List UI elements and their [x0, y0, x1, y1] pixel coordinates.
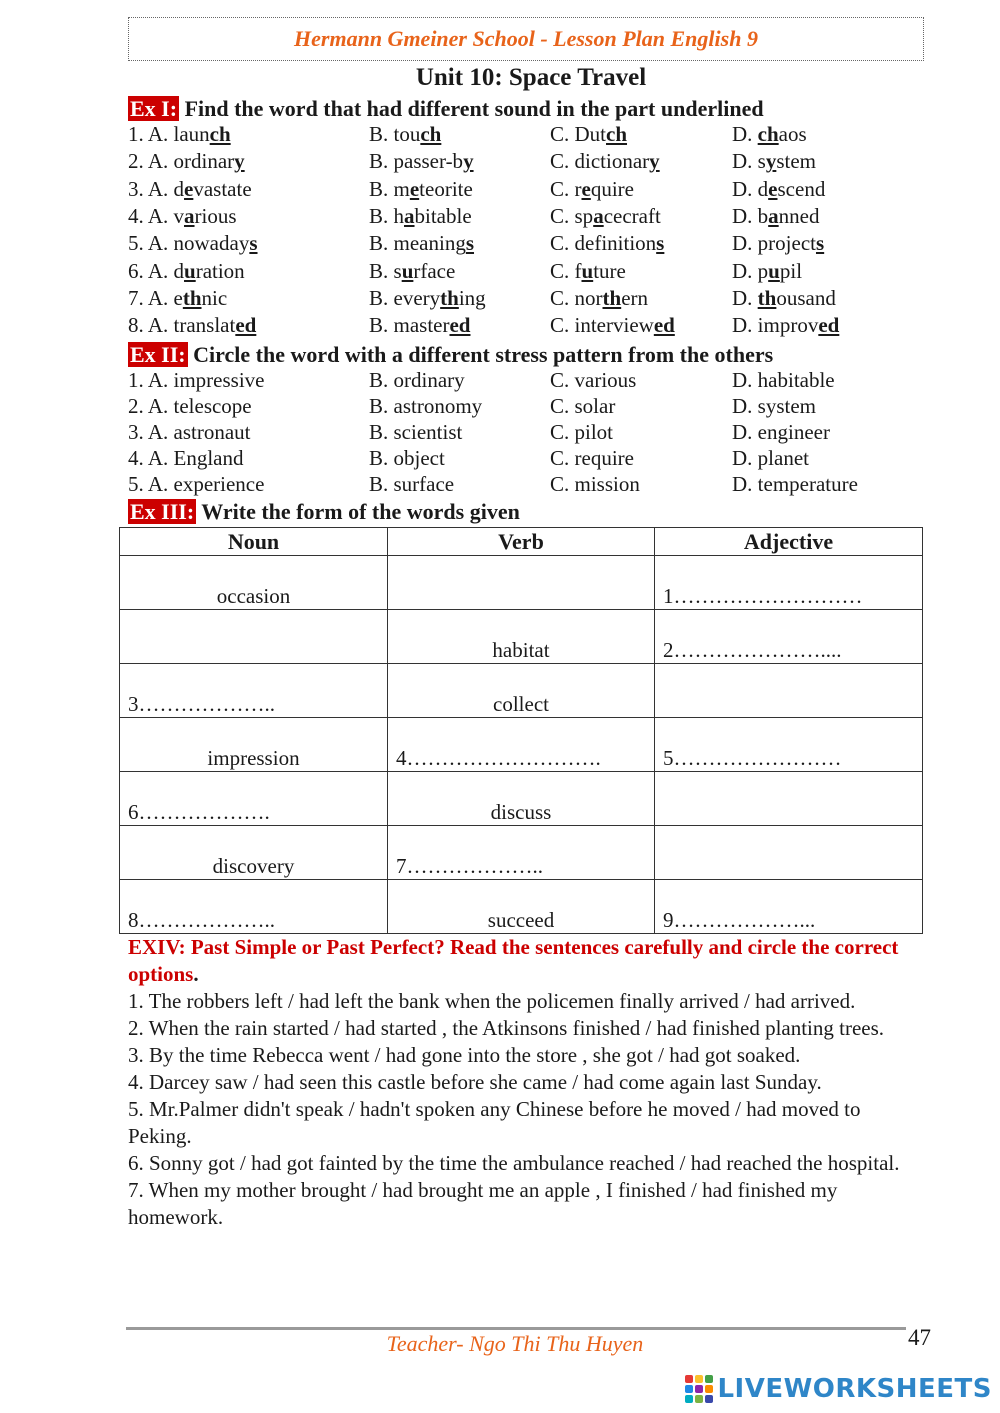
option-text: B. tou: [369, 122, 421, 146]
option-text: D. d: [732, 176, 769, 201]
option-text: C. nor: [550, 285, 603, 310]
ex1-option-c[interactable]: [550, 149, 660, 174]
option-text: C. dictionar: [550, 149, 650, 174]
answer-blank-adjective[interactable]: 5……………………: [655, 718, 923, 772]
page-number: 47: [908, 1325, 931, 1350]
ex1-instruction: Find the word that had different sound in the part underlined: [179, 96, 764, 121]
underlined-sound: th: [757, 285, 777, 310]
underlined-sound: s: [815, 231, 825, 256]
ex2-option-c[interactable]: C. solar: [550, 394, 616, 418]
given-word-noun: [120, 610, 388, 664]
option-text: rious: [194, 203, 237, 228]
ex1-option-a[interactable]: [128, 177, 252, 202]
ex2-option-d[interactable]: D. planet: [732, 446, 809, 470]
underlined-sound: th: [182, 285, 202, 310]
ex2-option-a[interactable]: 3. A. astronaut: [128, 420, 251, 444]
option-text: pil: [779, 258, 803, 283]
ex1-option-b[interactable]: [369, 286, 486, 311]
given-word-verb: discuss: [388, 772, 655, 826]
underlined-sound: u: [184, 258, 196, 283]
underlined-sound: ed: [235, 313, 257, 338]
ex1-option-d[interactable]: [732, 259, 802, 284]
option-text: B. passer-b: [369, 149, 464, 174]
liveworksheets-logo-icon: [685, 1375, 713, 1403]
given-word-noun: occasion: [120, 556, 388, 610]
option-text: ture: [593, 258, 626, 283]
option-text: D. improv: [732, 313, 819, 338]
option-text: stem: [776, 149, 817, 174]
ex1-option-a[interactable]: [128, 286, 227, 311]
option-text: aos: [778, 122, 807, 146]
ex2-label: Ex II:: [130, 342, 186, 367]
ex2-option-b[interactable]: B. ordinary: [369, 368, 465, 392]
ex4-heading: [128, 934, 928, 988]
ex3-heading: [128, 499, 520, 525]
ex1-label: Ex I:: [130, 96, 178, 121]
ex1-option-d[interactable]: [732, 204, 820, 229]
table-row: [120, 664, 923, 718]
underlined-sound: u: [768, 258, 780, 283]
ex4-sentence[interactable]: 6. Sonny got / had got fainted by the time the ambulance reached / had reached the hospital.: [128, 1151, 900, 1175]
ex2-option-a[interactable]: 4. A. England: [128, 446, 244, 470]
unit-title: Unit 10: Space Travel: [415, 64, 647, 91]
underlined-sound: ch: [606, 122, 628, 146]
option-text: cecraft: [603, 203, 661, 228]
ex1-option-d[interactable]: [732, 286, 836, 311]
table-row: [120, 826, 923, 880]
given-word-verb: [388, 556, 655, 610]
underlined-sound: a: [593, 203, 604, 228]
ex1-option-d[interactable]: [732, 177, 825, 202]
option-text: 1. A. laun: [128, 122, 210, 146]
ex2-option-d[interactable]: D. engineer: [732, 420, 830, 444]
option-text: bitable: [414, 203, 472, 228]
ex2-option-c[interactable]: C. mission: [550, 472, 640, 496]
ex1-option-b[interactable]: [369, 177, 473, 202]
column-header-noun: Noun: [120, 528, 388, 556]
ex4-sentence[interactable]: 5. Mr.Palmer didn't speak / hadn't spoken any Chinese before he moved / had moved to Peking.: [128, 1097, 861, 1148]
table-row: [120, 610, 923, 664]
ex1-option-c[interactable]: [550, 177, 634, 202]
option-text: D.: [732, 285, 758, 310]
underlined-sound: y: [234, 149, 245, 174]
ex1-option-c[interactable]: [550, 231, 664, 256]
ex2-option-d[interactable]: D. system: [732, 394, 816, 418]
column-header-verb: Verb: [388, 528, 655, 556]
ex4-heading-text: EXIV: Past Simple or Past Perfect? Read the sentences carefully and circle the correct options: [128, 935, 899, 986]
option-text: C. interview: [550, 313, 654, 338]
ex3-label: Ex III:: [130, 499, 195, 524]
underlined-sound: y: [765, 149, 777, 174]
answer-blank-noun[interactable]: 6……………….: [120, 772, 388, 826]
ex1-option-b[interactable]: [369, 259, 455, 284]
table-row: [120, 718, 923, 772]
given-word-verb: succeed: [388, 880, 655, 934]
option-text: scend: [777, 176, 826, 201]
underlined-sound: ed: [449, 313, 471, 338]
ex4-sentence[interactable]: 4. Darcey saw / had seen this castle before she came / had come again last Sunday.: [128, 1070, 822, 1094]
ex2-option-b[interactable]: B. astronomy: [369, 394, 483, 418]
underlined-sound: u: [401, 258, 414, 283]
ex2-instruction: Circle the word with a different stress pattern from the others: [187, 342, 774, 367]
ex1-option-b[interactable]: [369, 149, 474, 174]
ex1-option-c[interactable]: [550, 259, 626, 284]
option-text: ing: [458, 285, 486, 310]
ex1-option-b[interactable]: [369, 231, 474, 256]
underlined-sound: s: [249, 231, 258, 256]
ex2-option-b[interactable]: B. surface: [369, 472, 455, 496]
logo-square: [705, 1395, 713, 1403]
underlined-sound: y: [649, 149, 660, 174]
logo-square: [695, 1375, 703, 1383]
option-text: teorite: [419, 176, 473, 201]
ex1-option-c[interactable]: [550, 286, 648, 311]
option-text: quire: [590, 176, 634, 201]
ex1-option-c[interactable]: [550, 122, 627, 147]
underlined-sound: ed: [653, 313, 675, 338]
table-row: [120, 880, 923, 934]
option-text: C. definition: [550, 231, 657, 256]
underlined-sound: u: [581, 258, 594, 283]
answer-blank-adjective[interactable]: 2…………………....: [655, 610, 923, 664]
school-header: Hermann Gmeiner School - Lesson Plan English 9: [294, 26, 758, 51]
option-text: D.: [732, 122, 758, 146]
underlined-sound: th: [602, 285, 622, 310]
underlined-sound: s: [656, 231, 665, 256]
ex1-option-a[interactable]: [128, 231, 258, 256]
ex2-option-c[interactable]: C. pilot: [550, 420, 614, 444]
ex1-option-a[interactable]: [128, 313, 256, 338]
given-word-noun: discovery: [120, 826, 388, 880]
option-text: 7. A. e: [128, 285, 183, 310]
ex1-option-b[interactable]: [369, 122, 441, 147]
liveworksheets-brand[interactable]: [685, 1374, 992, 1404]
logo-square: [705, 1385, 713, 1393]
logo-square: [685, 1375, 693, 1383]
option-text: B. m: [369, 176, 410, 201]
ex1-option-b[interactable]: [369, 313, 470, 338]
ex1-option-a[interactable]: [128, 149, 245, 174]
given-word-adjective: [655, 664, 923, 718]
ex1-option-d[interactable]: [732, 231, 824, 256]
option-text: nned: [778, 203, 820, 228]
option-text: rface: [413, 258, 456, 283]
ex1-option-d[interactable]: [732, 313, 839, 338]
ex4-sentence-list: [128, 988, 928, 1231]
given-word-verb: habitat: [388, 610, 655, 664]
option-text: D. project: [732, 231, 816, 256]
underlined-sound: e: [768, 176, 778, 201]
ex2-option-c[interactable]: C. require: [550, 446, 634, 470]
option-text: B. every: [369, 285, 441, 310]
ex2-option-a[interactable]: 5. A. experience: [128, 472, 265, 496]
ex4-sentence[interactable]: 1. The robbers left / had left the bank when the policemen finally arrived / had arrived.: [128, 989, 856, 1013]
given-word-verb: collect: [388, 664, 655, 718]
underlined-sound: s: [465, 231, 475, 256]
option-text: 6. A. d: [128, 258, 185, 283]
option-text: B. master: [369, 313, 450, 338]
option-text: ration: [195, 258, 245, 283]
option-text: 3. A. d: [128, 176, 185, 201]
ex2-option-a[interactable]: 2. A. telescope: [128, 394, 252, 418]
logo-square: [685, 1385, 693, 1393]
table-header-row: [120, 528, 923, 556]
option-text: B. meaning: [369, 231, 466, 256]
ex1-option-a[interactable]: [128, 259, 245, 284]
option-text: C. f: [550, 258, 582, 283]
option-text: B. s: [369, 258, 402, 283]
option-text: C. Dut: [550, 122, 607, 146]
underlined-sound: a: [184, 203, 195, 228]
ex1-option-d[interactable]: [732, 149, 816, 174]
logo-square: [685, 1395, 693, 1403]
option-text: ern: [621, 285, 649, 310]
ex1-option-b[interactable]: [369, 204, 472, 229]
ex4-sentence[interactable]: 3. By the time Rebecca went / had gone into the store , she got / had got soaked.: [128, 1043, 801, 1067]
underlined-sound: e: [409, 176, 420, 201]
given-word-adjective: [655, 772, 923, 826]
table-row: [120, 556, 923, 610]
option-text: nic: [201, 285, 228, 310]
footer-divider: [126, 1327, 906, 1330]
logo-square: [705, 1375, 713, 1383]
answer-blank-noun[interactable]: 8………………..: [120, 880, 388, 934]
option-text: 8. A. translat: [128, 313, 236, 338]
ex1-option-c[interactable]: [550, 204, 661, 229]
column-header-adjective: Adjective: [655, 528, 923, 556]
underlined-sound: e: [184, 176, 194, 201]
option-text: D. s: [732, 149, 766, 174]
ex2-option-d[interactable]: D. habitable: [732, 368, 835, 392]
ex2-option-a[interactable]: 1. A. impressive: [128, 368, 265, 392]
underlined-sound: ed: [818, 313, 840, 338]
table-row: [120, 772, 923, 826]
logo-square: [695, 1385, 703, 1393]
given-word-adjective: [655, 826, 923, 880]
underlined-sound: a: [404, 203, 415, 228]
header-box: [128, 17, 924, 61]
underlined-sound: ch: [757, 122, 779, 146]
ex3-instruction: Write the form of the words given: [196, 499, 520, 524]
ex2-option-b[interactable]: B. scientist: [369, 420, 463, 444]
ex2-option-b[interactable]: B. object: [369, 446, 445, 470]
underlined-sound: ch: [209, 122, 231, 146]
answer-blank-verb[interactable]: 4……………………….: [388, 718, 655, 772]
ex1-option-a[interactable]: [128, 204, 237, 229]
option-text: 5. A. nowaday: [128, 231, 250, 256]
option-text: 2. A. ordinar: [128, 149, 235, 174]
ex1-option-d[interactable]: [732, 122, 807, 147]
underlined-sound: y: [463, 149, 474, 174]
answer-blank-noun[interactable]: 3………………..: [120, 664, 388, 718]
underlined-sound: ch: [420, 122, 442, 146]
underlined-sound: e: [581, 176, 591, 201]
answer-blank-adjective[interactable]: 1………………………: [655, 556, 923, 610]
ex4-sentence[interactable]: 7. When my mother brought / had brought me an apple , I finished / had finished my homework.: [128, 1178, 838, 1229]
brand-name: LIVEWORKSHEETS: [717, 1374, 992, 1404]
teacher-name: Teacher- Ngo Thi Thu Huyen: [386, 1331, 644, 1356]
given-word-noun: impression: [120, 718, 388, 772]
ex2-heading: [128, 342, 773, 368]
option-text: C. r: [550, 176, 582, 201]
underlined-sound: a: [768, 203, 779, 228]
ex4-heading-period: .: [193, 962, 199, 986]
ex1-option-c[interactable]: [550, 313, 675, 338]
word-form-table: [119, 527, 923, 934]
option-text: ousand: [776, 285, 836, 310]
ex2-option-d[interactable]: D. temperature: [732, 472, 858, 496]
option-text: vastate: [193, 176, 252, 201]
option-text: B. h: [369, 203, 405, 228]
answer-blank-verb[interactable]: 7………………..: [388, 826, 655, 880]
ex2-option-c[interactable]: C. various: [550, 368, 637, 392]
ex4-sentence[interactable]: 2. When the rain started / had started , the Atkinsons finished / had finished planting trees.: [128, 1016, 885, 1040]
underlined-sound: th: [440, 285, 459, 310]
option-text: D. p: [732, 258, 769, 283]
option-text: C. sp: [550, 203, 594, 228]
option-text: 4. A. v: [128, 203, 185, 228]
ex1-option-a[interactable]: [128, 122, 231, 147]
option-text: D. b: [732, 203, 769, 228]
answer-blank-adjective[interactable]: 9………………...: [655, 880, 923, 934]
ex1-heading: [128, 96, 764, 122]
logo-square: [695, 1395, 703, 1403]
